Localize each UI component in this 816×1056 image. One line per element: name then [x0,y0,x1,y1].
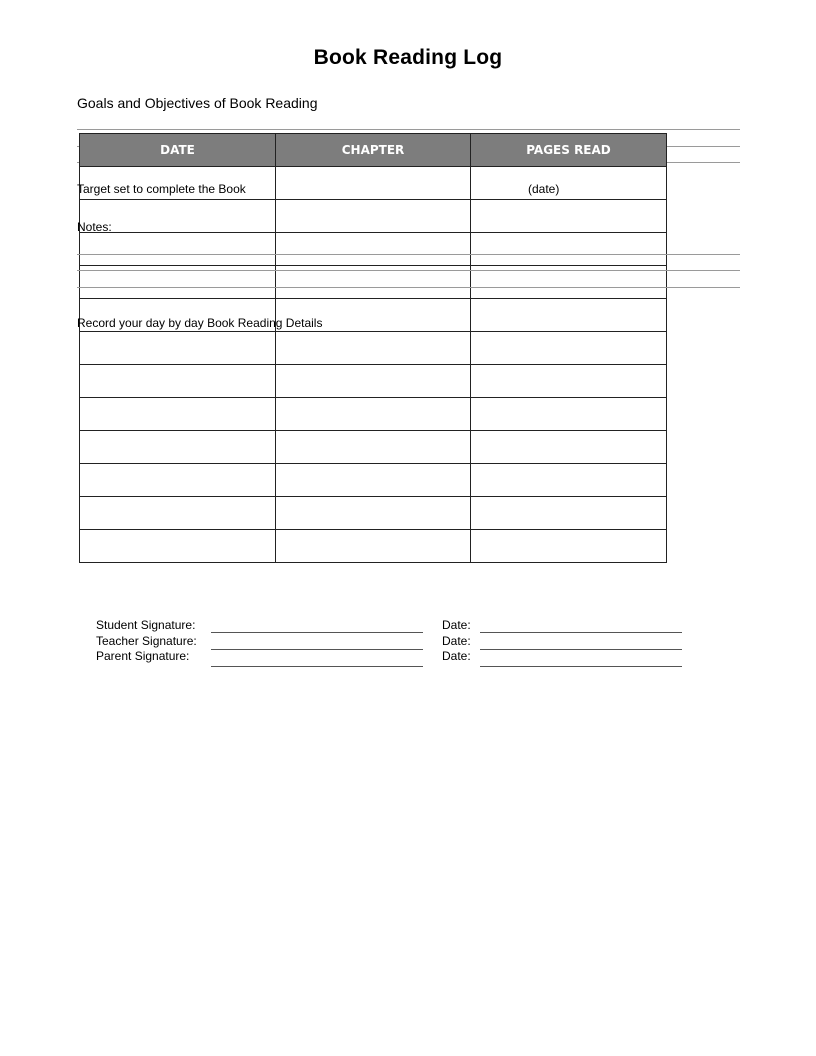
table-header-row [80,134,667,167]
column-header-date: DATE [80,134,276,167]
chapter-cell[interactable] [276,332,471,365]
chapter-cell[interactable] [276,167,471,200]
student-date-line[interactable] [480,632,682,633]
date-cell[interactable] [80,431,276,464]
pages-read-cell[interactable] [471,497,667,530]
table-row [80,332,667,365]
table-row [80,497,667,530]
reading-log-table [79,133,667,563]
pages-read-cell[interactable] [471,365,667,398]
table-row [80,530,667,563]
table-row [80,464,667,497]
column-header-pages-read: PAGES READ [471,134,667,167]
pages-read-cell[interactable] [471,200,667,233]
date-cell[interactable] [80,530,276,563]
table-row [80,200,667,233]
target-label: Target set to complete the Book [77,182,246,196]
parent-date-line[interactable] [480,666,682,667]
date-cell[interactable] [80,365,276,398]
chapter-cell[interactable] [276,398,471,431]
pages-read-cell[interactable] [471,332,667,365]
notes-line-1 [77,254,740,255]
pages-read-cell[interactable] [471,167,667,200]
goals-heading: Goals and Objectives of Book Reading [77,95,318,111]
date-hint: (date) [528,182,560,196]
date-cell[interactable] [80,233,276,266]
student-signature-label: Student Signature: [96,618,196,632]
teacher-signature-line[interactable] [211,649,423,650]
date-cell[interactable] [80,332,276,365]
chapter-cell[interactable] [276,530,471,563]
parent-date-label: Date: [442,649,471,663]
page-title: Book Reading Log [313,46,503,69]
record-label: Record your day by day Book Reading Details [77,316,323,330]
pages-read-cell[interactable] [471,431,667,464]
chapter-cell[interactable] [276,233,471,266]
goals-line-1 [77,129,740,130]
notes-line-2 [77,270,740,271]
chapter-cell[interactable] [276,200,471,233]
pages-read-cell[interactable] [471,530,667,563]
pages-read-cell[interactable] [471,299,667,332]
chapter-cell[interactable] [276,431,471,464]
table-row [80,398,667,431]
pages-read-cell[interactable] [471,233,667,266]
student-signature-line[interactable] [211,632,423,633]
chapter-cell[interactable] [276,464,471,497]
teacher-date-line[interactable] [480,649,682,650]
student-date-label: Date: [442,618,471,632]
teacher-date-label: Date: [442,634,471,648]
parent-signature-line[interactable] [211,666,423,667]
date-cell[interactable] [80,464,276,497]
parent-signature-label: Parent Signature: [96,649,190,663]
teacher-signature-label: Teacher Signature: [96,634,197,648]
table-row [80,233,667,266]
column-header-chapter: CHAPTER [276,134,471,167]
date-cell[interactable] [80,497,276,530]
table-row [80,365,667,398]
table-row [80,431,667,464]
pages-read-cell[interactable] [471,464,667,497]
pages-read-cell[interactable] [471,398,667,431]
chapter-cell[interactable] [276,365,471,398]
date-cell[interactable] [80,398,276,431]
notes-label: Notes: [77,220,112,234]
notes-line-3 [77,287,740,288]
chapter-cell[interactable] [276,497,471,530]
